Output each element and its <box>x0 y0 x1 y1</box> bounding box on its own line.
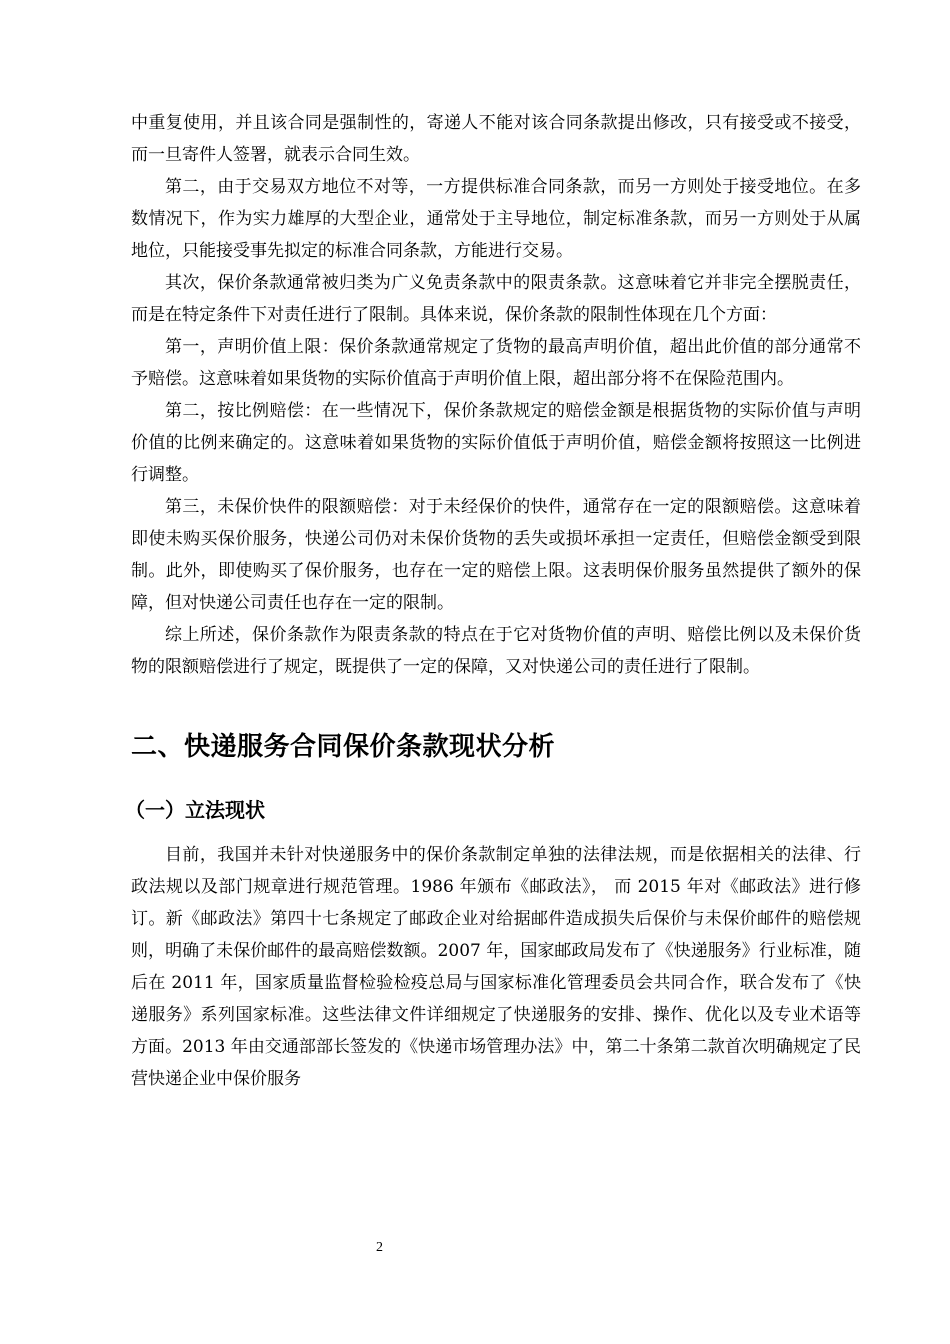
paragraph-6: 第三，未保价快件的限额赔偿：对于未经保价的快件，通常存在一定的限额赔偿。这意味着即使未购买保价服务，快递公司仍对未保价货物的丢失或损坏承担一定责任，但赔偿金额受到限制。此外，即使购买了保价服务，也存在一定的赔偿上限。这表明保价服务虽然提供了额外的保障，但对快递公司责任也存在一定的限制。 <box>131 497 861 613</box>
page-number: 2 <box>376 1240 383 1255</box>
section-heading: 二、快递服务合同保价条款现状分析 <box>131 732 556 762</box>
paragraph-5: 第二，按比例赔偿：在一些情况下，保价条款规定的赔偿金额是根据货物的实际价值与声明价值的比例来确定的。这意味着如果货物的实际价值低于声明价值，赔偿金额将按照这一比例进行调整。 <box>131 401 861 485</box>
paragraph-8: 目前，我国并未针对快递服务中的保价条款制定单独的法律法规，而是依据相关的法律、行政法规以及部门规章进行规范管理。1986 年颁布《邮政法》， 而 2015 年对《邮政法》进行修订。新《邮政法》第四十七条规定了邮政企业对给据邮件造成损失后保价与未保价邮件的赔偿规则，明确了未保价邮件的最高赔偿数额。2007 年，国家邮政局发布了《快递服务》行业标准，随后在 2011 年，国家质量监督检验检疫总局与国家标准化管理委员会共同合作，联合发布了《快递服务》系列国家标准。这些法律文件详细规定了快递服务的安排、操作、优化以及专业术语等方面。2013 年由交通部部长签发的《快递市场管理办法》中，第二十条第二款首次明确规定了民营快递企业中保价服务 <box>131 845 861 1089</box>
body-section-top <box>131 107 861 683</box>
paragraph-7: 综上所述，保价条款作为限责条款的特点在于它对货物价值的声明、赔偿比例以及未保价货物的限额赔偿进行了规定，既提供了一定的保障，又对快递公司的责任进行了限制。 <box>131 625 861 677</box>
paragraph-4: 第一，声明价值上限：保价条款通常规定了货物的最高声明价值，超出此价值的部分通常不予赔偿。这意味着如果货物的实际价值高于声明价值上限，超出部分将不在保险范围内。 <box>131 337 861 389</box>
paragraph-2: 第二，由于交易双方地位不对等，一方提供标准合同条款，而另一方则处于接受地位。在多数情况下，作为实力雄厚的大型企业，通常处于主导地位，制定标准条款，而另一方则处于从属地位，只能接受事先拟定的标准合同条款，方能进行交易。 <box>131 177 861 261</box>
body-section-bottom <box>131 839 861 1095</box>
subsection-heading: （一）立法现状 <box>125 798 265 822</box>
paragraph-3: 其次，保价条款通常被归类为广义免责条款中的限责条款。这意味着它并非完全摆脱责任，而是在特定条件下对责任进行了限制。具体来说，保价条款的限制性体现在几个方面： <box>131 273 861 325</box>
page-content <box>125 107 861 1095</box>
paragraph-1: 中重复使用，并且该合同是强制性的，寄递人不能对该合同条款提出修改，只有接受或不接受，而一旦寄件人签署，就表示合同生效。 <box>131 113 861 165</box>
